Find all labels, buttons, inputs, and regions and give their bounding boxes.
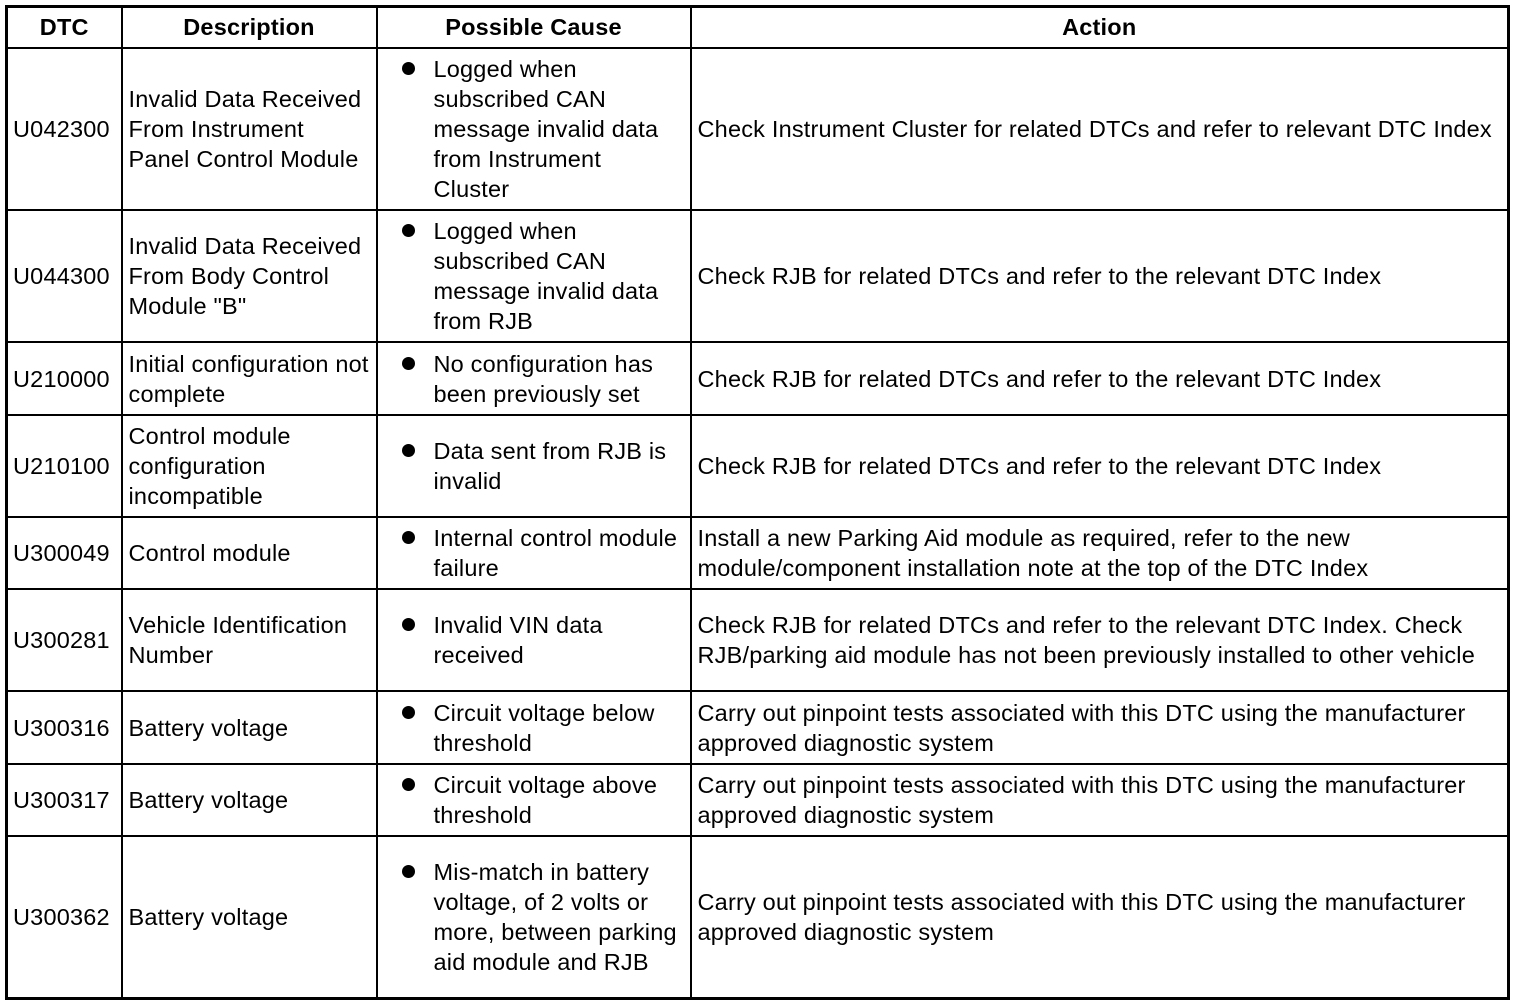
table-row <box>7 342 1509 414</box>
cause-item: Circuit voltage above threshold <box>384 770 684 830</box>
action-cell: Carry out pinpoint tests associated with this DTC using the manufacturer approved diagnostic system <box>691 836 1509 999</box>
cause-cell <box>377 415 691 517</box>
table-row <box>7 210 1509 342</box>
cause-item: Mis-match in battery voltage, of 2 volts or more, between parking aid module and RJB <box>384 857 684 977</box>
table-row <box>7 415 1509 517</box>
cause-cell <box>377 764 691 836</box>
table-row <box>7 764 1509 836</box>
description-cell: Battery voltage <box>122 764 377 836</box>
cause-item: Logged when subscribed CAN message invalid data from Instrument Cluster <box>384 54 684 204</box>
cause-cell <box>377 48 691 211</box>
cause-item: Invalid VIN data received <box>384 610 684 670</box>
action-cell: Check RJB for related DTCs and refer to the relevant DTC Index <box>691 210 1509 342</box>
cause-item: Logged when subscribed CAN message invalid data from RJB <box>384 216 684 336</box>
header-dtc: DTC <box>7 7 122 48</box>
action-cell: Check RJB for related DTCs and refer to the relevant DTC Index <box>691 342 1509 414</box>
table-row <box>7 589 1509 691</box>
header-action: Action <box>691 7 1509 48</box>
action-cell: Carry out pinpoint tests associated with this DTC using the manufacturer approved diagnostic system <box>691 691 1509 763</box>
action-cell: Carry out pinpoint tests associated with this DTC using the manufacturer approved diagnostic system <box>691 764 1509 836</box>
description-cell: Control module <box>122 517 377 589</box>
header-row <box>7 7 1509 48</box>
action-cell: Check RJB for related DTCs and refer to the relevant DTC Index. Check RJB/parking aid module has not been previously installed to other vehicle <box>691 589 1509 691</box>
description-cell: Initial configuration not complete <box>122 342 377 414</box>
dtc-code: U044300 <box>7 210 122 342</box>
dtc-code: U300316 <box>7 691 122 763</box>
cause-item: No configuration has been previously set <box>384 349 684 409</box>
cause-cell <box>377 210 691 342</box>
dtc-code: U300049 <box>7 517 122 589</box>
dtc-table <box>5 5 1510 1000</box>
cause-cell <box>377 517 691 589</box>
dtc-code: U300362 <box>7 836 122 999</box>
action-cell: Install a new Parking Aid module as required, refer to the new module/component installation note at the top of the DTC Index <box>691 517 1509 589</box>
table-row <box>7 691 1509 763</box>
cause-cell <box>377 342 691 414</box>
description-cell: Battery voltage <box>122 691 377 763</box>
cause-cell <box>377 589 691 691</box>
action-cell: Check Instrument Cluster for related DTCs and refer to relevant DTC Index <box>691 48 1509 211</box>
table-row <box>7 48 1509 211</box>
dtc-code: U300317 <box>7 764 122 836</box>
header-possible-cause: Possible Cause <box>377 7 691 48</box>
description-cell: Control module configuration incompatible <box>122 415 377 517</box>
table-row <box>7 836 1509 999</box>
dtc-code: U300281 <box>7 589 122 691</box>
table-row <box>7 517 1509 589</box>
dtc-code: U210100 <box>7 415 122 517</box>
dtc-code: U042300 <box>7 48 122 211</box>
cause-cell <box>377 836 691 999</box>
action-cell: Check RJB for related DTCs and refer to the relevant DTC Index <box>691 415 1509 517</box>
description-cell: Vehicle Identification Number <box>122 589 377 691</box>
description-cell: Invalid Data Received From Body Control Module "B" <box>122 210 377 342</box>
dtc-code: U210000 <box>7 342 122 414</box>
cause-item: Internal control module failure <box>384 523 684 583</box>
description-cell: Battery voltage <box>122 836 377 999</box>
cause-item: Data sent from RJB is invalid <box>384 436 684 496</box>
cause-cell <box>377 691 691 763</box>
description-cell: Invalid Data Received From Instrument Panel Control Module <box>122 48 377 211</box>
header-description: Description <box>122 7 377 48</box>
cause-item: Circuit voltage below threshold <box>384 698 684 758</box>
